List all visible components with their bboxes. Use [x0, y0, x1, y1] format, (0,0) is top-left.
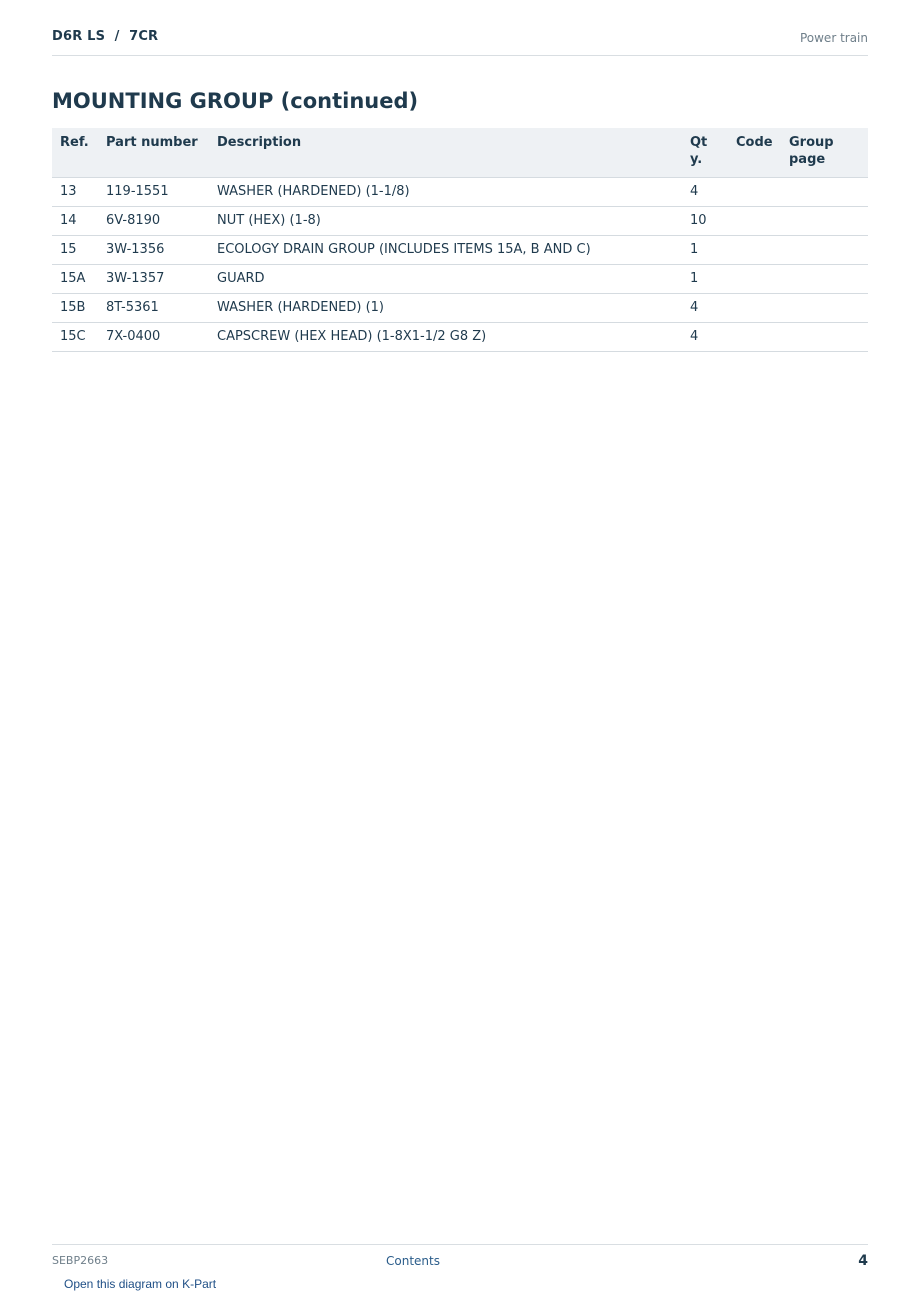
contents-link[interactable]: Contents	[386, 1254, 440, 1268]
cell-description: CAPSCREW (HEX HEAD) (1-8X1-1/2 G8 Z)	[209, 322, 682, 351]
table-row	[52, 293, 868, 322]
cell-part-number: 8T-5361	[98, 293, 209, 322]
cell-code	[728, 322, 781, 351]
section-label: Power train	[799, 31, 868, 45]
title-main: MOUNTING GROUP	[52, 89, 274, 113]
cell-description: GUARD	[209, 264, 682, 293]
document-id: SEBP2663	[52, 1254, 109, 1267]
cell-qty: 10	[682, 206, 728, 235]
cell-group-page	[781, 177, 868, 206]
cell-qty: 4	[682, 322, 728, 351]
header-ref: Ref.	[52, 128, 98, 177]
title-suffix: (continued)	[273, 89, 419, 113]
table-row	[52, 264, 868, 293]
page-number: 4	[858, 1253, 868, 1269]
kpart-diagram-link[interactable]: Open this diagram on K-Part	[64, 1277, 217, 1291]
cell-group-page	[781, 293, 868, 322]
cell-ref: 15A	[52, 264, 98, 293]
cell-ref: 15B	[52, 293, 98, 322]
header-group-page: Group page	[781, 128, 868, 177]
cell-description: WASHER (HARDENED) (1-1/8)	[209, 177, 682, 206]
table-row	[52, 322, 868, 351]
page-title	[52, 89, 418, 113]
table-row	[52, 177, 868, 206]
cell-code	[728, 264, 781, 293]
cell-code	[728, 177, 781, 206]
cell-group-page	[781, 206, 868, 235]
cell-ref: 14	[52, 206, 98, 235]
cell-part-number: 7X-0400	[98, 322, 209, 351]
table-body	[52, 177, 868, 351]
cell-ref: 13	[52, 177, 98, 206]
cell-qty: 4	[682, 177, 728, 206]
cell-code	[728, 206, 781, 235]
table-header-row	[52, 128, 868, 177]
cell-part-number: 3W-1357	[98, 264, 209, 293]
cell-group-page	[781, 264, 868, 293]
header-qty: Qty.	[682, 128, 728, 177]
cell-code	[728, 293, 781, 322]
parts-table	[52, 128, 868, 352]
cell-qty: 1	[682, 235, 728, 264]
page-header	[52, 28, 868, 56]
table-row	[52, 206, 868, 235]
cell-part-number: 3W-1356	[98, 235, 209, 264]
cell-ref: 15	[52, 235, 98, 264]
cell-part-number: 6V-8190	[98, 206, 209, 235]
cell-group-page	[781, 322, 868, 351]
header-part-number: Part number	[98, 128, 209, 177]
cell-qty: 1	[682, 264, 728, 293]
page-footer	[52, 1244, 868, 1300]
cell-qty: 4	[682, 293, 728, 322]
header-description: Description	[209, 128, 682, 177]
table-row	[52, 235, 868, 264]
cell-part-number: 119-1551	[98, 177, 209, 206]
cell-description: NUT (HEX) (1-8)	[209, 206, 682, 235]
cell-code	[728, 235, 781, 264]
cell-description: WASHER (HARDENED) (1)	[209, 293, 682, 322]
cell-ref: 15C	[52, 322, 98, 351]
model-label: D6R LS / 7CR	[52, 29, 159, 44]
cell-group-page	[781, 235, 868, 264]
header-code: Code	[728, 128, 781, 177]
cell-description: ECOLOGY DRAIN GROUP (INCLUDES ITEMS 15A, B AND C)	[209, 235, 682, 264]
